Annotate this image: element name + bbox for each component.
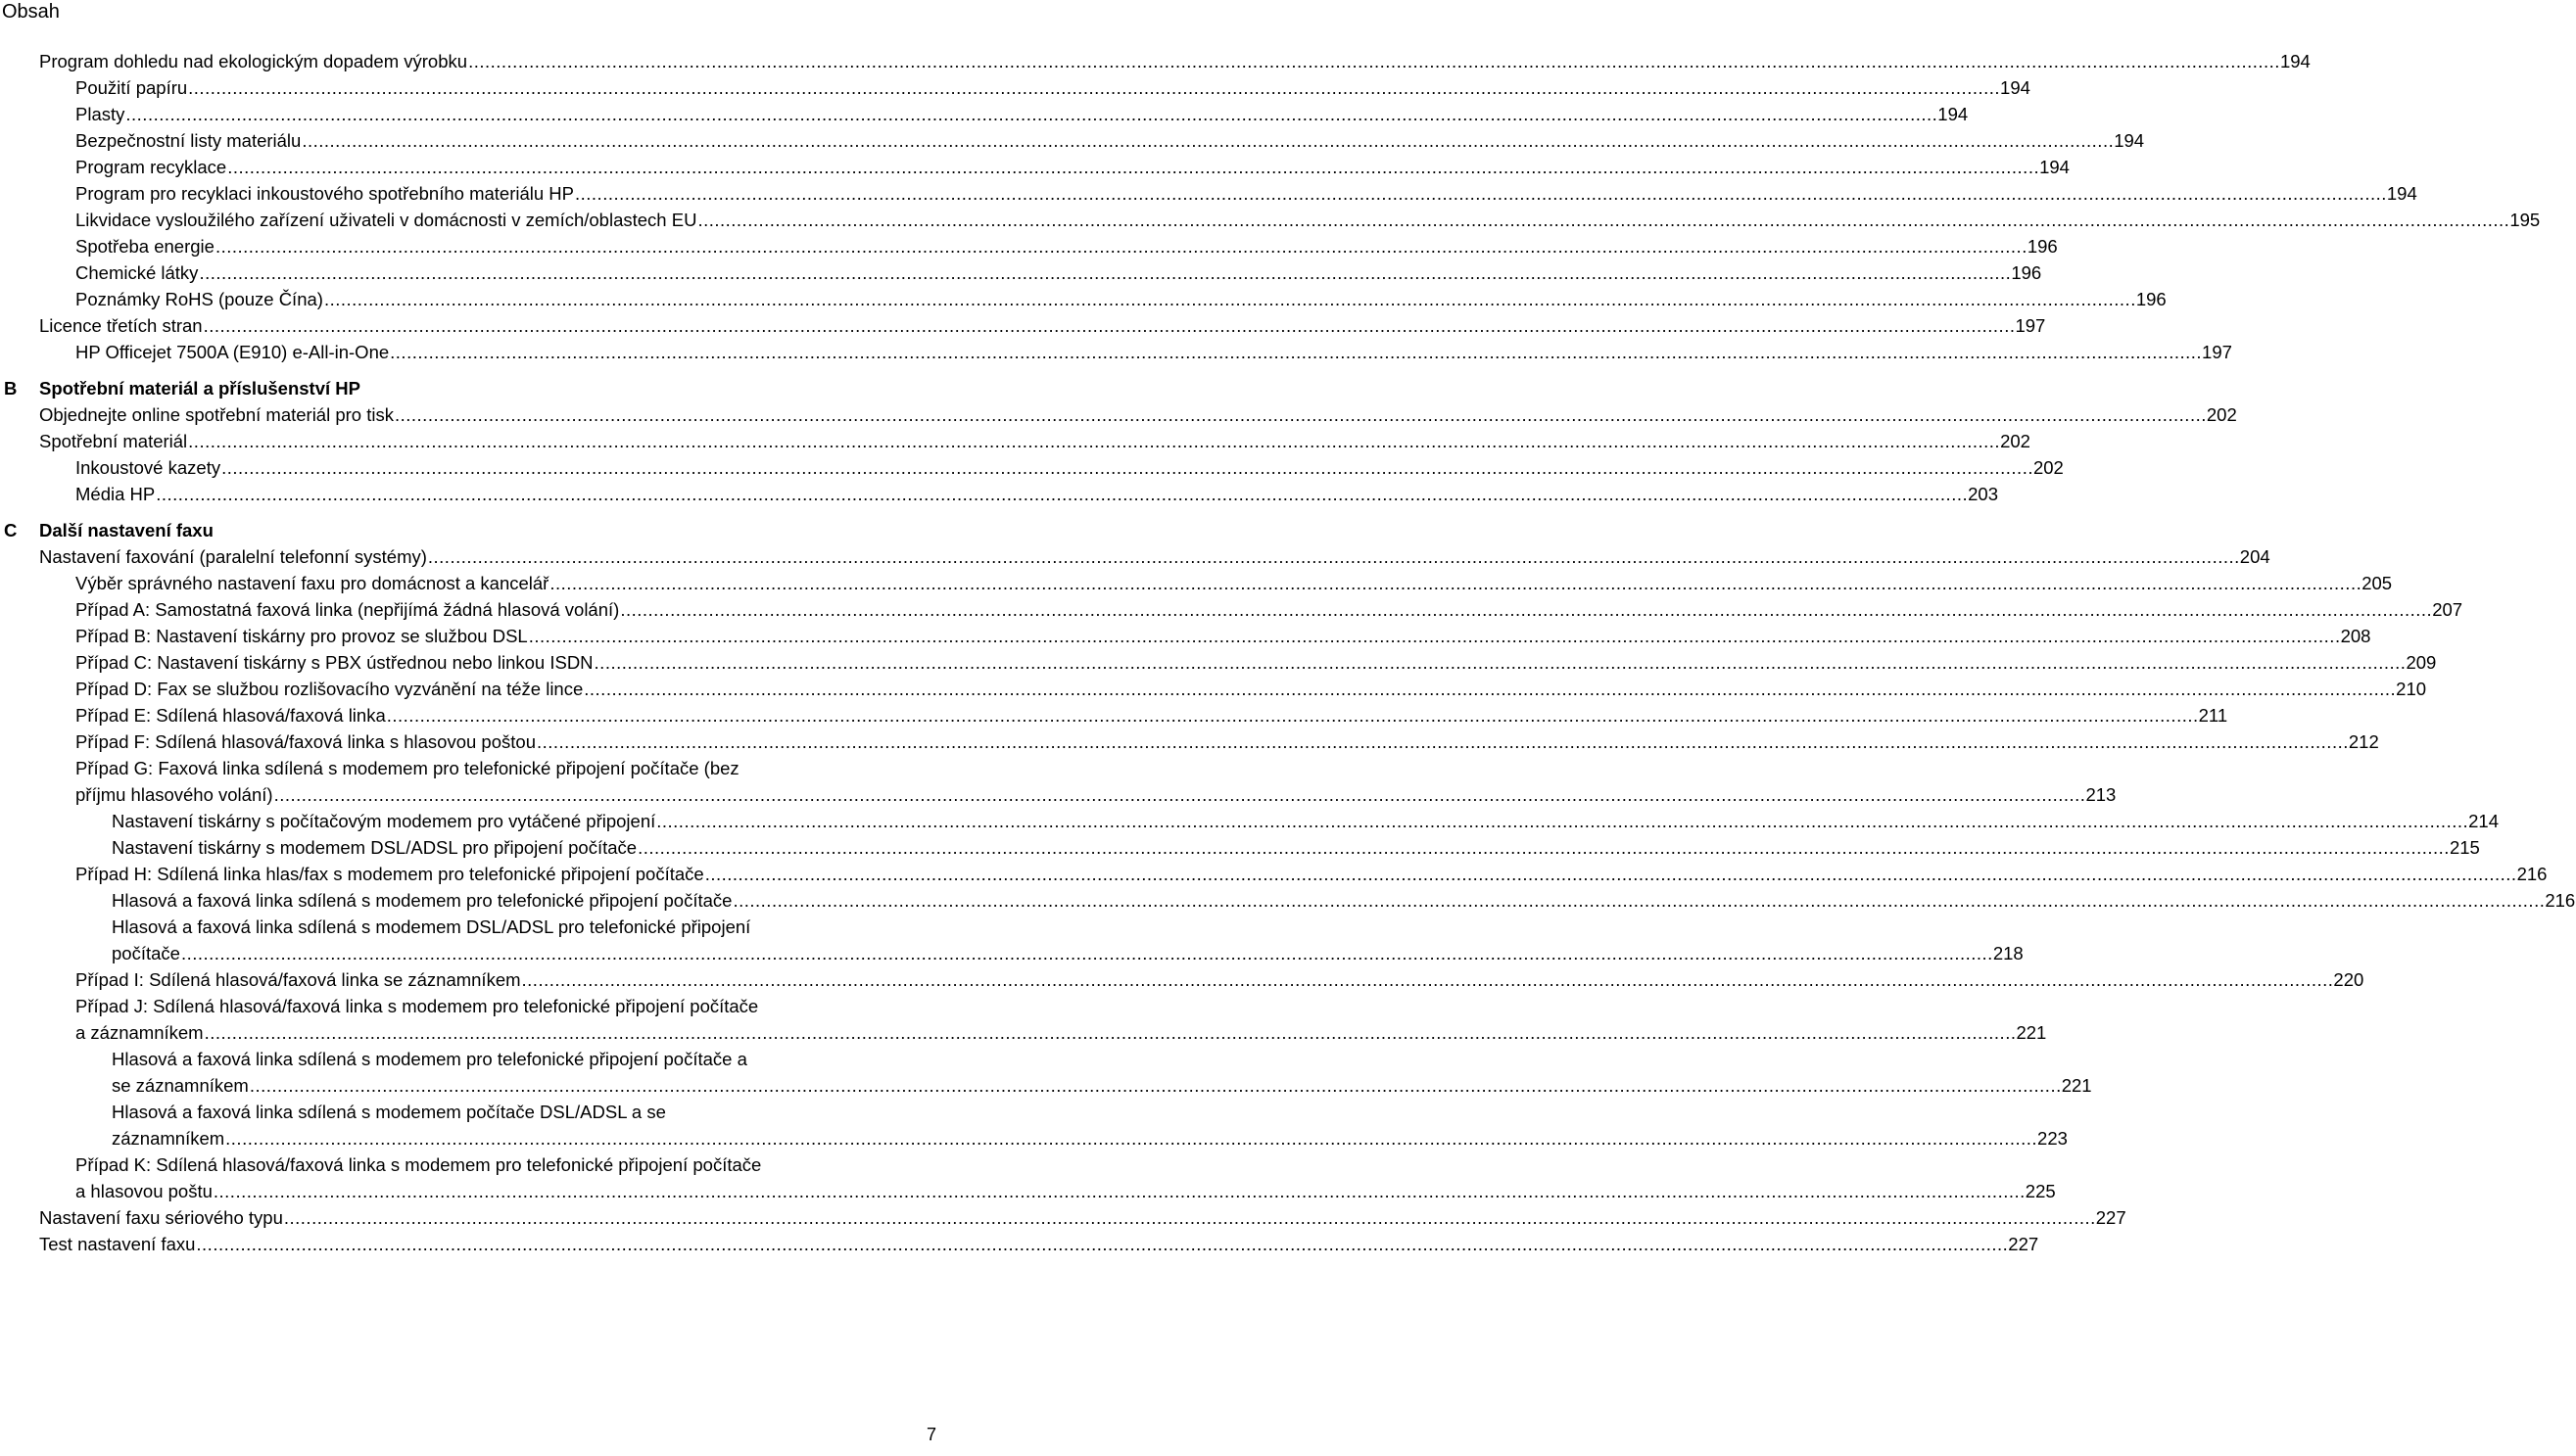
leader-dots <box>215 233 2027 259</box>
leader-dots <box>619 596 2432 623</box>
toc-entry[interactable] <box>0 702 2228 728</box>
toc-entry[interactable] <box>0 454 2064 481</box>
toc-entry[interactable] <box>0 570 2393 596</box>
leader-dots <box>301 127 2114 154</box>
toc-entry[interactable] <box>0 428 2030 454</box>
toc-page-number: 204 <box>2239 546 2270 567</box>
toc-page-number: 220 <box>2333 969 2364 990</box>
toc-entry-title: Inkoustové kazety <box>75 457 221 478</box>
leader-dots <box>528 623 2341 649</box>
toc-page-number: 211 <box>2198 705 2228 726</box>
leader-dots <box>249 1072 2062 1099</box>
toc-page-number: 194 <box>2386 183 2417 204</box>
toc-page-number: 215 <box>2449 837 2480 858</box>
leader-dots <box>224 1125 2037 1151</box>
toc-entry-title: Likvidace vysloužilého zařízení uživateli v domácnosti v zemích/oblastech EU <box>75 210 697 230</box>
toc-entry-title: Program pro recyklaci inkoustového spotřebního materiálu HP <box>75 183 574 204</box>
leader-dots <box>187 428 2000 454</box>
toc-entry[interactable] <box>0 339 2232 365</box>
toc-entry[interactable] <box>0 808 2500 834</box>
toc-entry-title: Spotřební materiál <box>39 431 188 451</box>
toc-entry[interactable] <box>0 649 2437 676</box>
leader-dots <box>220 454 2033 481</box>
toc-page-number: 208 <box>2340 626 2371 646</box>
toc-entry-title: Licence třetích stran <box>39 315 203 336</box>
page-title: Obsah <box>2 1 60 23</box>
appendix-heading-b[interactable] <box>0 375 940 401</box>
toc-entry-title: Nastavení faxování (paralelní telefonní systémy) <box>39 546 427 567</box>
toc-entry[interactable] <box>0 1125 2068 1151</box>
toc-entry[interactable] <box>0 728 2379 755</box>
toc-entry[interactable] <box>0 834 2480 861</box>
toc-entry-title: se záznamníkem <box>112 1075 249 1096</box>
toc-entry[interactable] <box>0 623 2371 649</box>
toc-entry[interactable] <box>0 154 2070 180</box>
leader-dots <box>536 728 2349 755</box>
toc-entry-title: Chemické látky <box>75 262 199 283</box>
toc-page-number: 218 <box>1992 943 2024 963</box>
leader-dots <box>427 543 2240 570</box>
leader-dots <box>394 401 2207 428</box>
toc-page-number: 196 <box>2027 236 2058 257</box>
toc-entry[interactable] <box>0 481 1998 507</box>
toc-entry-title: Plasty <box>75 104 125 124</box>
leader-dots <box>180 940 1993 966</box>
appendix-title: Spotřební materiál a příslušenství HP <box>39 378 360 399</box>
toc-page-number: 196 <box>2135 289 2167 309</box>
appendix-title: Další nastavení faxu <box>39 520 214 540</box>
leader-dots <box>155 481 1968 507</box>
toc-entry[interactable] <box>0 1072 2092 1099</box>
leader-dots <box>283 1204 2096 1231</box>
toc-entry[interactable] <box>0 1231 2039 1257</box>
toc-entry-title: příjmu hlasového volání) <box>75 784 273 805</box>
toc-entry-title: Případ D: Fax se službou rozlišovacího vyzvánění na téže lince <box>75 679 584 699</box>
appendix-heading-c[interactable] <box>0 517 940 543</box>
toc-entry-title: a hlasovou poštu <box>75 1181 213 1201</box>
toc-entry-title: počítače <box>112 943 180 963</box>
toc-page-number: 197 <box>2202 342 2232 362</box>
toc-entry-title: Spotřeba energie <box>75 236 215 257</box>
leader-dots <box>389 339 2202 365</box>
leader-dots <box>273 781 2086 808</box>
toc-entry-title: a záznamníkem <box>75 1022 204 1043</box>
page-number: 7 <box>926 1425 936 1444</box>
toc-entry-title: Nastavení tiskárny s počítačovým modemem pro vytáčené připojení <box>112 811 656 831</box>
leader-dots <box>204 1019 2017 1046</box>
toc-entry-title: záznamníkem <box>112 1128 225 1149</box>
toc-page-number: 194 <box>2039 157 2070 177</box>
toc-entry-first-line[interactable]: Případ J: Sdílená hlasová/faxová linka s modemem pro telefonické připojení počítače <box>75 996 759 1016</box>
toc-page-number: 195 <box>2509 210 2541 230</box>
leader-dots <box>213 1178 2026 1204</box>
toc-entry[interactable] <box>0 887 2576 914</box>
toc-entry[interactable] <box>0 596 2463 623</box>
toc-entry-title: HP Officejet 7500A (E910) e-All-in-One <box>75 342 390 362</box>
toc-entry-title: Program recyklace <box>75 157 227 177</box>
toc-page-number: 194 <box>2114 130 2145 151</box>
toc-entry-title: Média HP <box>75 484 156 504</box>
toc-entry[interactable] <box>0 1019 2047 1046</box>
leader-dots <box>574 180 2387 207</box>
toc-page-number: 216 <box>2545 890 2576 911</box>
toc-entry[interactable] <box>0 966 2364 993</box>
toc-page-number: 194 <box>2000 77 2030 98</box>
toc-page-number: 227 <box>2095 1207 2126 1228</box>
leader-dots <box>323 286 2136 312</box>
toc-entry[interactable] <box>0 286 2167 312</box>
toc-entry[interactable] <box>0 48 2311 74</box>
appendix-letter: C <box>4 520 18 540</box>
toc-entry[interactable] <box>0 127 2145 154</box>
toc-page-number: 221 <box>2016 1022 2047 1043</box>
leader-dots <box>732 887 2545 914</box>
leader-dots <box>124 101 1937 127</box>
toc-entry[interactable] <box>0 207 2541 233</box>
toc-page-number: 227 <box>2008 1234 2039 1254</box>
table-of-contents <box>0 48 2576 1257</box>
toc-page-number: 210 <box>2396 679 2427 699</box>
leader-dots <box>549 570 2361 596</box>
toc-entry[interactable] <box>0 401 2237 428</box>
toc-page-number: 216 <box>2516 864 2548 884</box>
leader-dots <box>187 74 2000 101</box>
toc-page-number: 194 <box>2279 51 2311 71</box>
toc-page-number: 209 <box>2406 652 2437 673</box>
toc-entry-title: Nastavení faxu sériového typu <box>39 1207 283 1228</box>
leader-dots <box>696 207 2509 233</box>
toc-entry-title: Hlasová a faxová linka sdílená s modemem pro telefonické připojení počítače <box>112 890 733 911</box>
leader-dots <box>594 649 2407 676</box>
toc-entry-title: Případ A: Samostatná faxová linka (nepřijímá žádná hlasová volání) <box>75 599 620 620</box>
toc-page-number: 194 <box>1937 104 1969 124</box>
toc-page-number: 214 <box>2468 811 2500 831</box>
leader-dots <box>195 1231 2008 1257</box>
leader-dots <box>226 154 2039 180</box>
leader-dots <box>704 861 2517 887</box>
toc-page-number: 203 <box>1968 484 1998 504</box>
toc-entry[interactable] <box>0 940 2024 966</box>
toc-entry-title: Objednejte online spotřební materiál pro tisk <box>39 404 394 425</box>
toc-entry-title: Případ B: Nastavení tiskárny pro provoz se službou DSL <box>75 626 528 646</box>
toc-entry[interactable] <box>0 180 2417 207</box>
toc-entry[interactable] <box>0 312 2046 339</box>
leader-dots <box>583 676 2396 702</box>
toc-entry[interactable] <box>0 861 2548 887</box>
toc-entry[interactable] <box>0 781 2117 808</box>
toc-page-number: 225 <box>2025 1181 2056 1201</box>
toc-entry-first-line[interactable]: Hlasová a faxová linka sdílená s modemem počítače DSL/ADSL a se <box>112 1102 666 1122</box>
leader-dots <box>637 834 2450 861</box>
leader-dots <box>467 48 2280 74</box>
toc-page-number: 202 <box>2206 404 2237 425</box>
toc-page-number: 213 <box>2085 784 2117 805</box>
toc-entry-first-line[interactable]: Případ G: Faxová linka sdílená s modemem pro telefonické připojení počítače (bez <box>75 758 739 778</box>
toc-entry[interactable] <box>0 1204 2126 1231</box>
toc-entry-title: Případ H: Sdílená linka hlas/fax s modemem pro telefonické připojení počítače <box>75 864 704 884</box>
toc-entry-first-line[interactable]: Hlasová a faxová linka sdílená s modemem DSL/ADSL pro telefonické připojení <box>112 916 751 937</box>
toc-page-number: 202 <box>2032 457 2064 478</box>
toc-page-number: 196 <box>2011 262 2042 283</box>
toc-page-number: 212 <box>2348 731 2379 752</box>
toc-entry-title: Nastavení tiskárny s modemem DSL/ADSL pro připojení počítače <box>112 837 638 858</box>
toc-page-number: 207 <box>2432 599 2463 620</box>
toc-entry-title: Případ E: Sdílená hlasová/faxová linka <box>75 705 386 726</box>
toc-entry-first-line[interactable]: Případ K: Sdílená hlasová/faxová linka s modemem pro telefonické připojení počítače <box>75 1154 762 1175</box>
leader-dots <box>203 312 2016 339</box>
toc-entry-title: Bezpečnostní listy materiálu <box>75 130 302 151</box>
toc-entry[interactable] <box>0 543 2270 570</box>
toc-page-number: 197 <box>2015 315 2046 336</box>
toc-entry-title: Poznámky RoHS (pouze Čína) <box>75 289 323 309</box>
toc-entry[interactable] <box>0 74 2030 101</box>
toc-entry[interactable] <box>0 233 2058 259</box>
toc-entry[interactable] <box>0 101 1969 127</box>
toc-entry[interactable] <box>0 1178 2056 1204</box>
leader-dots <box>198 259 2011 286</box>
toc-entry-title: Případ F: Sdílená hlasová/faxová linka s hlasovou poštou <box>75 731 536 752</box>
leader-dots <box>386 702 2199 728</box>
leader-dots <box>521 966 2334 993</box>
toc-entry-title: Případ C: Nastavení tiskárny s PBX ústřednou nebo linkou ISDN <box>75 652 594 673</box>
toc-page-number: 223 <box>2037 1128 2068 1149</box>
toc-entry-title: Test nastavení faxu <box>39 1234 196 1254</box>
toc-page-number: 221 <box>2061 1075 2092 1096</box>
appendix-letter: B <box>4 378 18 399</box>
toc-page-number: 205 <box>2361 573 2393 593</box>
leader-dots <box>655 808 2468 834</box>
toc-entry-title: Výběr správného nastavení faxu pro domácnost a kancelář <box>75 573 549 593</box>
toc-entry-first-line[interactable]: Hlasová a faxová linka sdílená s modemem pro telefonické připojení počítače a <box>112 1049 747 1069</box>
toc-entry[interactable] <box>0 676 2427 702</box>
toc-entry-title: Použití papíru <box>75 77 188 98</box>
toc-entry-title: Program dohledu nad ekologickým dopadem výrobku <box>39 51 468 71</box>
toc-page-number: 202 <box>2000 431 2030 451</box>
toc-entry[interactable] <box>0 259 2042 286</box>
toc-entry-title: Případ I: Sdílená hlasová/faxová linka se záznamníkem <box>75 969 521 990</box>
